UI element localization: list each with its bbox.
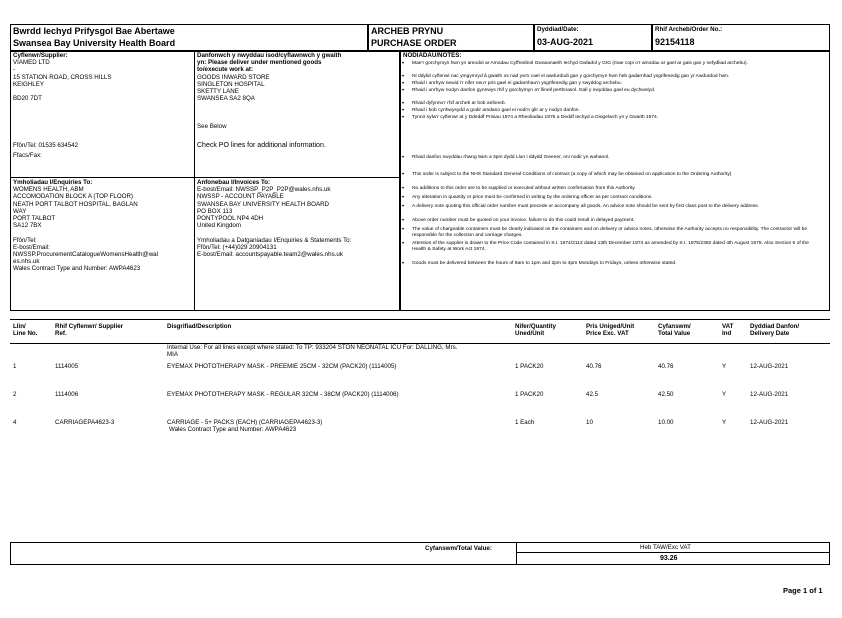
- cell-unit-price: 42.5: [586, 391, 599, 398]
- table-top-rule: [10, 319, 830, 320]
- cell-line: 1: [13, 363, 17, 370]
- totals-inner-rule: [516, 552, 830, 553]
- enquiries-label: Ymholiadau I/Enquiries To:: [13, 179, 93, 186]
- col-header-description: Disgrifiad/Description: [167, 323, 232, 330]
- cell-vat: Y: [722, 419, 727, 426]
- deliver-line: GOODS INWARD STORE: [197, 73, 270, 81]
- note-welsh-1: • Mae'r gorchymyn hwn yn amodol ar Amodau Cyffredinol Gwasanaeth Iechyd Gwladol y GIG (mae copi o'r amodau ar gael ar gais gan y sefydliad archebu).: [402, 61, 748, 67]
- title-welsh: ARCHEB PRYNU: [371, 26, 444, 36]
- enquiries-line: [13, 229, 158, 236]
- page-number: Page 1 of 1: [783, 586, 823, 595]
- deliver-section: [197, 52, 341, 102]
- enquiries-email[interactable]: NWSSP.ProcurementCatalogueWomensHealth@wal: [13, 251, 158, 259]
- note-english-8: • Goods must be delivered between the hours of 9am to 1pm and 2pm to 4pm Mondays to Fridays, unless otherwise stated.: [402, 261, 677, 267]
- supplier-line: -: [13, 66, 16, 74]
- supplier-fax: Ffacs/Fax:: [13, 152, 42, 159]
- note-english-2: • No additions to this order are to be supplied or executed without written confirmation from this Authority.: [402, 186, 636, 192]
- date-label: Dyddiad/Date:: [537, 26, 579, 33]
- invoices-line: Ffôn/Tel: (+44)029 20904131: [197, 243, 277, 251]
- col-header-total: Cyfanswm/ Total Value: [658, 323, 691, 338]
- enquiries-line: WOMENS HEALTH, ABM: [13, 186, 84, 194]
- col-header-line: Llin/ Line No.: [13, 323, 38, 338]
- enquiries-line: SA12 7BX: [13, 222, 42, 230]
- cell-total: 42.50: [658, 391, 674, 398]
- deliver-line: SKETTY LANE: [197, 88, 239, 96]
- invoices-line: [197, 229, 351, 236]
- cell-description: EYEMAX PHOTOTHERAPY MASK - PREEMIE 25CM - 32CM (PACK20) (1114005): [167, 363, 397, 370]
- notes-label: NODIADAU/NOTES:: [403, 52, 462, 59]
- address-divider-h: [10, 177, 400, 178]
- cell-description: CARRIAGE - 5+ PACKS (EACH) (CARRIAGEPA4623-3): [167, 419, 323, 426]
- enquiries-section: [13, 179, 158, 273]
- enquiries-line: PORT TALBOT: [13, 215, 56, 223]
- cell-delivery-date: 12-AUG-2021: [750, 419, 789, 426]
- supplier-line: 15 STATION ROAD, CROSS HILLS: [13, 73, 112, 81]
- internal-use-note: Internal Use: For all lines except where stated: To TP: 933204 STON NEONATAL ICU For: DALLING, Mrs. MIA: [167, 344, 458, 359]
- cell-vat: Y: [722, 363, 727, 370]
- col-header-quantity: Nifer/Quantity Uned/Unit: [515, 323, 556, 338]
- invoices-line: PO BOX 113: [197, 207, 233, 215]
- enquiries-line: NEATH PORT TALBOT HOSPITAL, BAGLAN: [13, 200, 138, 208]
- supplier-line: VIAMED LTD: [13, 59, 50, 67]
- col-header-vat: VAT Ind: [722, 323, 734, 338]
- cell-supplier-ref: 1114005: [55, 363, 79, 370]
- col-header-delivery-date: Dyddiad Danfon/ Delivery Date: [750, 323, 800, 338]
- deliver-label-line: Danfonwch y nwyddau isod/cyflawnwch y gwaith: [197, 52, 342, 59]
- note-english-4: • A delivery note quoting this official order number must precede or accompany all goods. An advice note should be sent by first class post to the delivery address.: [402, 204, 760, 210]
- supplier-section: [13, 52, 111, 102]
- order-no-value: 92154118: [655, 37, 695, 47]
- org-name-english: Swansea Bay University Health Board: [13, 38, 176, 48]
- deliver-line: SINGLETON HOSPITAL: [197, 80, 265, 88]
- cell-line: 4: [13, 419, 17, 426]
- enquiries-line: Ffôn/Tel:: [13, 236, 37, 244]
- cell-line: 2: [13, 391, 17, 398]
- enquiries-line: ACCOMODATION BLOCK A (TOP FLOOR): [13, 193, 133, 201]
- enquiries-contract: Wales Contract Type and Number: AWPA4623: [13, 265, 141, 273]
- invoices-section: [197, 179, 351, 258]
- deliver-label-line: yn: Please deliver under mentioned goods: [197, 59, 322, 67]
- note-english-5: • Above order number must be quoted on your invoice, failure to do this could result in delayed payment.: [402, 218, 635, 224]
- invoices-line: NWSSP - ACCOUNT PAYABLE: [197, 193, 284, 201]
- invoices-line: SWANSEA BAY UNIVERSITY HEALTH BOARD: [197, 200, 330, 208]
- note-welsh-7: • Tynnir sylw'r cyflenwr at y Ddeddf Prisiau 1974 a Rheoliadau 1975 a Deddf Iechyd a Diogelwch yn y Gwaith 1974.: [402, 115, 659, 121]
- deliver-line: SWANSEA SA2 8QA: [197, 95, 255, 103]
- cell-unit-price: 40.76: [586, 363, 602, 370]
- supplier-line: KEIGHLEY: [13, 80, 44, 88]
- title-english: PURCHASE ORDER: [371, 38, 457, 48]
- order-no-label: Rhif Archeb/Order No.:: [655, 26, 723, 33]
- org-name-welsh: Bwrdd Iechyd Prifysgol Bae Abertawe: [13, 26, 175, 36]
- enquiries-email-cont: es.nhs.uk: [13, 258, 40, 266]
- excl-vat-label: Heb TAW/Exc VAT: [640, 544, 691, 551]
- note-welsh-6: • Rhaid i bob cynhwysydd a godir amdano gael ei nodi'n glir ar y nodyn danfon.: [402, 108, 580, 114]
- invoices-line: United Kingdom: [197, 222, 242, 230]
- note-welsh-4: • Rhaid i unrhyw nodyn danfon gynnwys rhif y gorchymyn a'r llinell perthnasol. Gall y nwyddau gael eu dychwelyd.: [402, 88, 656, 94]
- cell-supplier-ref: 1114006: [55, 391, 79, 398]
- note-english-1: • This order is subject to the NHS Standard General Conditions of contract (a copy of which may be obtained on application to the Ordering Authority): [402, 172, 732, 178]
- supplier-label: Cyflenwr/Supplier:: [13, 52, 68, 59]
- deliver-check-lines: Check PO lines for additional information.: [197, 142, 326, 149]
- col-header-unit-price: Pris Uniged/Unit Price Exc. VAT: [586, 323, 635, 338]
- note-welsh-3: • Rhaid i unrhyw newid i'r nifer neu'r pris gael ei gadarnhau'n ysgrifenedig gan y swyddog archebu.: [402, 81, 622, 87]
- note-welsh-2: • Ni ddylid cyflenwi nac ymgymryd â gwaith os nad yw'n cael ei awdurdodi gan y gorchymyn hwn heb gadarnhad ysgrifenedig gan yr Awdurdod hwn.: [402, 74, 730, 80]
- total-value-label: Cyfanswm/Total Value:: [425, 545, 492, 552]
- invoices-statements-email[interactable]: E-bost/Email: accountspayable.team2@wales.nhs.uk: [197, 251, 343, 259]
- cell-delivery-date: 12-AUG-2021: [750, 363, 789, 370]
- deliver-see-below: See Below: [197, 123, 227, 130]
- invoices-line: Ymholiadau a Datganiadau I/Enquiries & Statements To:: [197, 236, 352, 244]
- note-english-7: • Attention of the supplier is drawn to the Price Code contained in S.I. 1974/2113 dated 13th December 1974 as amended by S.I. 1975/2382 dated 4th August 1975. Also Section 6 of the Health & Safety at Work Act 1974.: [402, 241, 809, 252]
- supplier-line: BD20 7DT: [13, 95, 42, 103]
- cell-description: EYEMAX PHOTOTHERAPY MASK - REGULAR 32CM - 38CM (PACK20) (1114006): [167, 391, 399, 398]
- note-english-3: • Any alteration in quantity or price must be confirmed in writing by the ordering officer as per contract conditions.: [402, 195, 653, 201]
- cell-quantity: 1 Each: [515, 419, 535, 426]
- cell-vat: Y: [722, 391, 727, 398]
- cell-unit-price: 10: [586, 419, 593, 426]
- cell-quantity: 1 PACK20: [515, 391, 544, 398]
- cell-supplier-ref: CARRIAGEPA4623-3: [55, 419, 115, 426]
- supplier-phone: Ffôn/Tel: 01535 634542: [13, 142, 79, 149]
- col-header-supplier-ref: Rhif Cyflenwr/ Supplier Ref.: [55, 323, 124, 338]
- enquiries-line: E-bost/Email:: [13, 243, 50, 251]
- note-welsh-5: • Rhaid dyfynnu'r rhif archeb ar bob anfoneb.: [402, 101, 506, 107]
- cell-quantity: 1 PACK20: [515, 363, 544, 370]
- address-divider-v: [194, 51, 195, 311]
- supplier-line: [13, 88, 111, 95]
- invoices-email[interactable]: E-bost/Email: NWSSP_P2P_P2P@wales.nhs.uk: [197, 186, 331, 194]
- cell-total: 10.00: [658, 419, 674, 426]
- enquiries-line: WAY: [13, 207, 27, 215]
- date-value: 03-AUG-2021: [537, 37, 594, 47]
- cell-delivery-date: 12-AUG-2021: [750, 391, 789, 398]
- note-english-6: • The value of chargeable containers must be clearly indicated on the containers and on delivery or advice notes, otherwise the Authority accepts no responsibility. The contractor will be responsible for the collection and carriage charges.: [402, 227, 808, 238]
- invoices-label: Anfonebau I/Invoices To:: [197, 179, 271, 186]
- cell-description-contract: Wales Contract Type and Number: AWPA4623: [169, 426, 297, 433]
- deliver-label-line: to/execute work at:: [197, 66, 254, 74]
- note-welsh-8: • Rhaid danfon nwyddau rhwng 9am a 3pm dydd Llun i ddydd Gwener, oni nodir yn wahanol.: [402, 155, 610, 161]
- total-value: 93.26: [660, 555, 678, 562]
- totals-box: [10, 542, 830, 565]
- cell-total: 40.76: [658, 363, 674, 370]
- invoices-line: PONTYPOOL NP4 4DH: [197, 215, 264, 223]
- totals-divider: [516, 542, 517, 565]
